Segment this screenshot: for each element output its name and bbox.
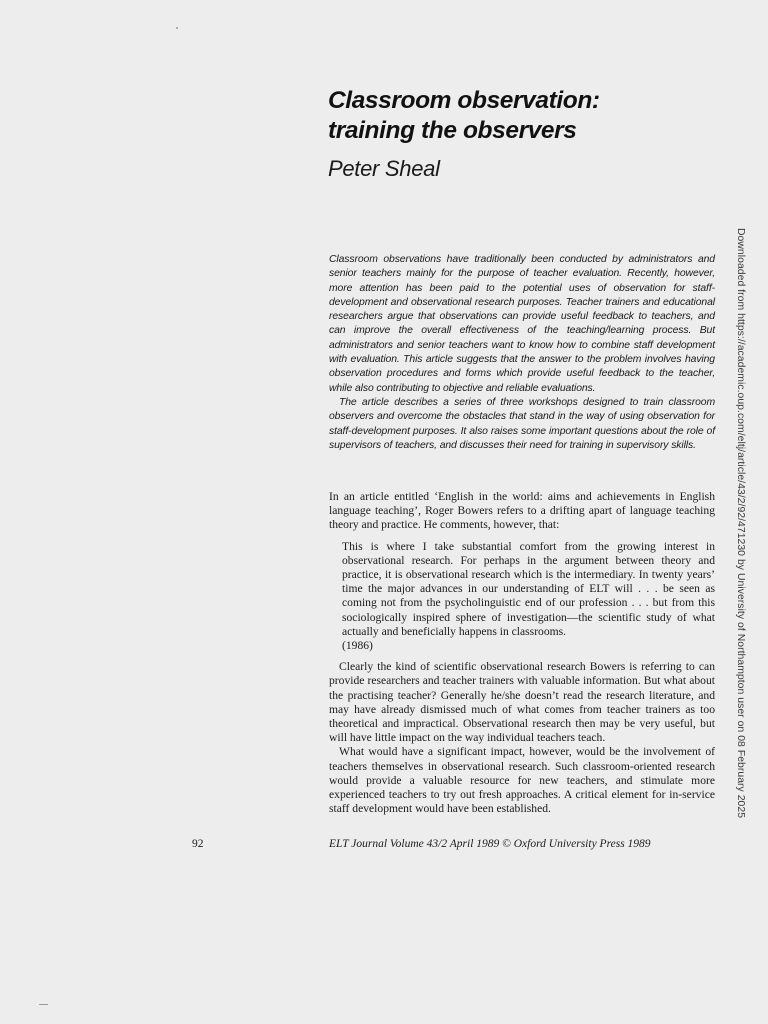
abstract-paragraph-2: The article describes a series of three workshops designed to train classroom observers and overcome the obstacles that stand in the way of using observation for staff-development purposes. It also raises some important questions about the role of supervisors of teachers, and discusses their need for training in supervisory skills. — [329, 396, 715, 451]
article-author: Peter Sheal — [328, 156, 440, 181]
article-title-line-2: training the observers — [328, 117, 577, 144]
article-title-line-1: Classroom observation: — [328, 87, 600, 114]
quote-text: This is where I take substantial comfort from the growing interest in observational research. For perhaps in the argument between theory and practice, it is observational research which is the intermediary. In twenty years’ time the major advances in our understanding of ELT will . . . be seen as coming not from the psycholinguistic end of our profession . . . but from this sociologically inspired sphere of investigation—the scientific study of what actually and beneficially happens in classrooms. — [342, 539, 715, 638]
article-title — [328, 86, 708, 146]
body-paragraph-1: In an article entitled ‘English in the world: aims and achievements in English language teaching’, Roger Bowers refers to a drifting apart of language teaching theory and practice. He comments, however, that: — [329, 490, 715, 532]
block-quote — [342, 540, 715, 654]
body-paragraph-3: What would have a significant impact, however, would be the involvement of teachers themselves in observational research. Such classroom-oriented research would provide a valuable resource for new teachers, and stimulate more experienced teachers to try out fresh approaches. A critical element for in-service staff development would have been established. — [329, 745, 715, 816]
abstract — [329, 253, 715, 453]
download-watermark: Downloaded from https://academic.oup.com/eltj/article/43/2/92/471230 by University of Northampton user on 08 February 2025 — [735, 228, 746, 819]
journal-citation: ELT Journal Volume 43/2 April 1989 © Oxford University Press 1989 — [329, 838, 651, 850]
quote-year: (1986) — [342, 639, 373, 653]
scan-speck — [39, 1004, 48, 1005]
page-number: 92 — [192, 838, 204, 850]
abstract-paragraph-1: Classroom observations have traditionally been conducted by administrators and senior teachers mainly for the purpose of teacher evaluation. Recently, however, more attention has been paid to the potential uses of observation for staff-development and observational research purposes. Teacher trainers and educational researchers argue that observations can provide useful feedback to teachers, and can improve the overall effectiveness of the teaching/learning process. But administrators and senior teachers want to know how to combine staff development with evaluation. This article suggests that the answer to the problem involves having observation procedures and forms which provide useful feedback to the teacher, while also contributing to objective and reliable evaluations. — [329, 254, 715, 394]
body-text — [329, 490, 715, 816]
body-paragraph-2: Clearly the kind of scientific observational research Bowers is referring to can provide researchers and teacher trainers with valuable information. But what about the practising teacher? Generally he/she doesn’t read the research literature, and may have already dismissed much of what comes from teacher trainers as too theoretical and impractical. Observational research then may be very useful, but will have little impact on the way individual teachers teach. — [329, 660, 715, 745]
scan-speck — [176, 27, 178, 29]
page-footer — [0, 838, 768, 854]
